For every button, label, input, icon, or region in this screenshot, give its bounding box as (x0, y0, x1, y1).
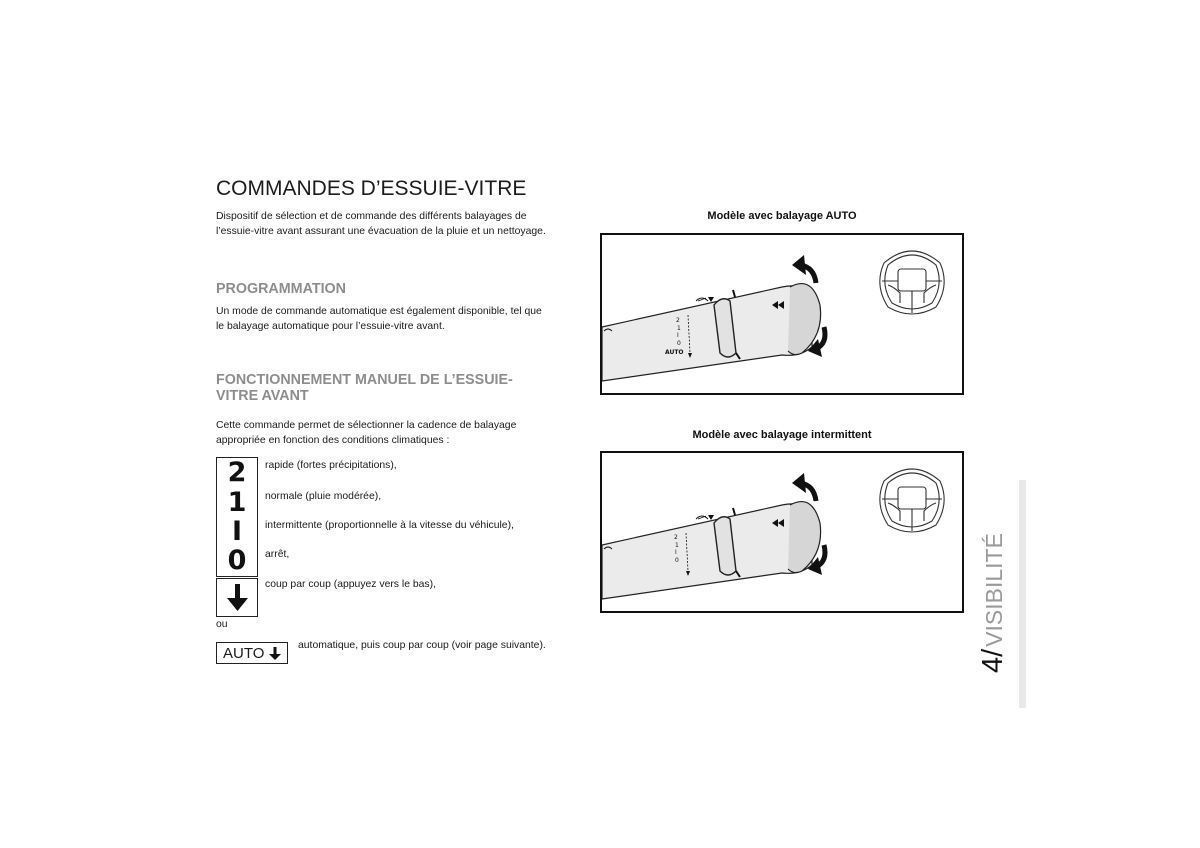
stalk-mark: 1 (675, 542, 679, 549)
steering-wheel-icon (880, 469, 944, 532)
auto-down-arrow-icon (269, 645, 281, 661)
selector-digit-0: 0 (227, 545, 247, 576)
item-coup-par-coup: coup par coup (appuyez vers le bas), (265, 579, 436, 590)
programmation-heading: PROGRAMMATION (216, 281, 346, 297)
down-arrow-icon (217, 579, 257, 616)
figure-auto-caption: Modèle avec balayage AUTO (707, 210, 857, 222)
wiper-stalk-illustration (602, 235, 962, 393)
figure-intermittent-caption: Modèle avec balayage intermittent (692, 429, 872, 441)
figure-intermittent (600, 451, 964, 613)
item-rapide: rapide (fortes précipitations), (265, 460, 397, 471)
stalk-mark: 0 (675, 557, 679, 564)
figure-auto (600, 233, 964, 395)
rotate-up-arrow-icon (792, 255, 816, 283)
stalk-mark: 2 (676, 317, 680, 324)
manual-heading-line: VITRE AVANT (216, 388, 309, 404)
intro-paragraph (216, 209, 586, 239)
svg-text:4/VISIBILITÉ (977, 533, 1009, 673)
chapter-number: 4/ (977, 648, 1009, 673)
stalk-mark: I (675, 549, 677, 556)
manual-heading (216, 372, 556, 404)
manual-line: appropriée en fonction des conditions climatiques : (216, 435, 450, 446)
item-intermittente: intermittente (proportionnelle à la vitesse du véhicule), (265, 520, 514, 531)
stalk-mark: 1 (677, 325, 681, 332)
speed-selector-symbol (216, 457, 258, 577)
auto-symbol (216, 642, 288, 664)
item-normale: normale (pluie modérée), (265, 491, 382, 502)
stalk-mark: I (677, 332, 679, 339)
wiper-stalk-illustration (602, 453, 962, 611)
chapter-tab (960, 505, 1020, 675)
selector-digit-2: 2 (227, 457, 247, 488)
manual-line: Cette commande permet de sélectionner la cadence de balayage (216, 420, 517, 431)
programmation-line: Un mode de commande automatique est également disponible, tel que (216, 306, 542, 317)
stalk-mark-auto: AUTO (665, 349, 684, 356)
steering-wheel-icon (880, 251, 944, 314)
manual-paragraph (216, 418, 576, 448)
stalk-mark: 0 (677, 340, 681, 347)
item-arret: arrêt, (265, 549, 290, 560)
stalk-mark: 2 (674, 534, 678, 541)
chapter-tab-bar (1019, 480, 1026, 708)
auto-label: AUTO (223, 645, 265, 662)
selector-digit-intermittent: I (231, 516, 243, 547)
chapter-label (960, 505, 1020, 675)
chapter-name: VISIBILITÉ (981, 533, 1007, 647)
item-automatique: automatique, puis coup par coup (voir page suivante). (298, 640, 546, 651)
page-title: COMMANDES D’ESSUIE-VITRE (216, 177, 527, 200)
programmation-paragraph (216, 304, 586, 334)
selector-digit-1: 1 (227, 487, 247, 518)
intro-line: l’essuie-vitre avant assurant une évacuation de la pluie et un nettoyage. (216, 226, 546, 237)
intro-line: Dispositif de sélection et de commande des différents balayages de (216, 211, 527, 222)
programmation-line: le balayage automatique pour l’essuie-vitre avant. (216, 321, 445, 332)
rotate-up-arrow-icon (792, 473, 816, 501)
ou-label: ou (216, 619, 228, 630)
single-wipe-symbol (216, 578, 258, 617)
manual-heading-line: FONCTIONNEMENT MANUEL DE L’ESSUIE- (216, 372, 513, 388)
